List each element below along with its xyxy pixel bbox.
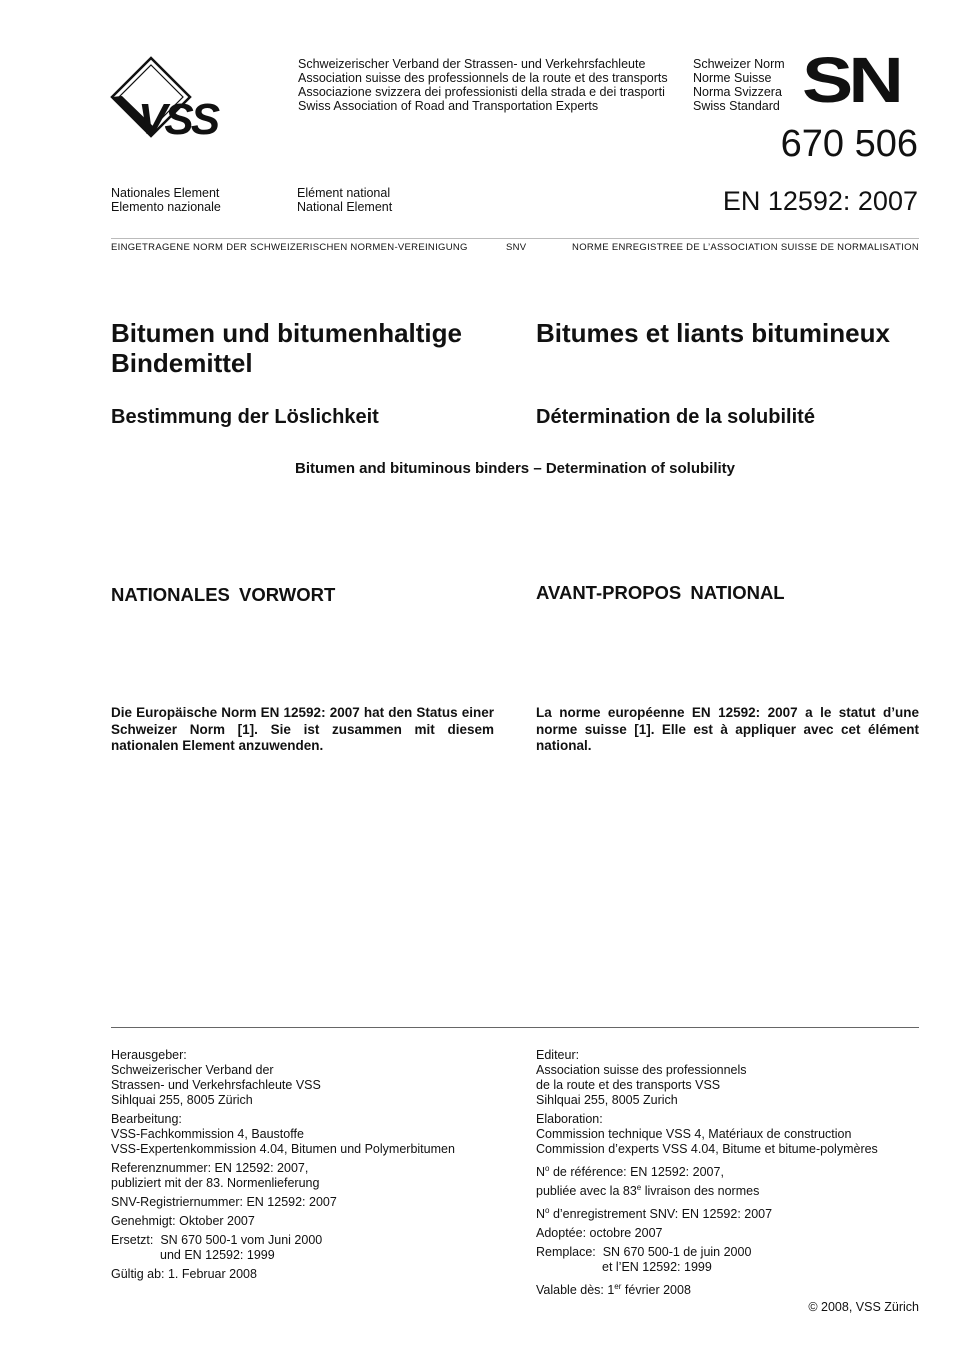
title-de: Bitumen und bitumenhaltige Bindemittel — [111, 318, 462, 378]
reference-line — [536, 1180, 936, 1199]
approved-fr: Adoptée: octobre 2007 — [536, 1226, 663, 1241]
ref-line2-superscript: e — [636, 1183, 642, 1193]
subtitle-fr: Détermination de la solubilité — [536, 406, 815, 428]
org-line-de: Schweizerischer Verband der Strassen- und Verkehrsfachleute — [298, 57, 646, 71]
org-line-it: Associazione svizzera dei professionisti della strada e dei trasporti — [298, 85, 665, 99]
publisher-line: Schweizerischer Verband der — [111, 1063, 274, 1077]
en-number: EN 12592: 2007 — [722, 186, 918, 216]
sn-logo: SN — [802, 44, 900, 116]
title-en: Bitumen and bituminous binders – Determination of solubility — [294, 460, 736, 477]
national-element-it: Elemento nazionale — [111, 200, 221, 214]
ref-line2-rest: livraison des normes — [641, 1184, 760, 1199]
reference-line — [536, 1161, 936, 1180]
organization-names — [298, 57, 668, 113]
foreword-heading-fr: AVANT-PROPOS NATIONAL — [536, 582, 785, 603]
ref-rest: de référence: EN 12592: 2007, — [549, 1165, 724, 1180]
standard-type — [693, 57, 785, 113]
footer-de — [111, 1048, 521, 1286]
editing-line: VSS-Expertenkommission 4.04, Bitumen und Polymerbitumen — [111, 1142, 455, 1156]
publisher-label-fr: Editeur: — [536, 1048, 580, 1062]
editing-line: VSS-Fachkommission 4, Baustoffe — [111, 1127, 304, 1141]
valid-rest: février 2008 — [621, 1283, 691, 1298]
publisher-line: de la route et des transports VSS — [536, 1078, 721, 1092]
publisher-address: Sihlquai 255, 8005 Zurich — [536, 1093, 678, 1107]
valid-prefix: Valable dès: 1 — [536, 1283, 615, 1298]
editing-line: Commission technique VSS 4, Matériaux de construction — [536, 1127, 852, 1141]
publisher-address: Sihlquai 255, 8005 Zürich — [111, 1093, 253, 1107]
national-element-fr: Elément national — [297, 186, 391, 200]
snv-superscript: o — [545, 1206, 550, 1216]
editing-de — [111, 1112, 521, 1157]
registry-left: EINGETRAGENE NORM DER SCHWEIZERISCHEN NORMEN-VEREINIGUNG — [111, 242, 468, 253]
replaces-de — [111, 1233, 521, 1263]
footer-divider — [111, 1027, 919, 1028]
editing-fr — [536, 1112, 936, 1157]
editing-label-fr: Elaboration: — [536, 1112, 603, 1126]
standard-line-it: Norma Svizzera — [693, 85, 782, 99]
foreword-text-fr: La norme européenne EN 12592: 2007 a le statut d’une norme suisse [1]. Elle est à appliquer avec cet élément national. — [536, 705, 919, 753]
reference-line: publiziert mit der 83. Normenlieferung — [111, 1176, 320, 1190]
title-fr: Bitumes et liants bitumineux — [536, 318, 890, 348]
publisher-label-de: Herausgeber: — [111, 1048, 187, 1062]
replaces-fr — [536, 1245, 936, 1275]
standard-line-en: Swiss Standard — [693, 99, 780, 113]
editing-label-de: Bearbeitung: — [111, 1112, 182, 1126]
reference-de — [111, 1161, 521, 1191]
valid-from-fr — [536, 1279, 936, 1298]
ref-line2-prefix: publiée avec la 83 — [536, 1184, 637, 1199]
vss-logo-text: VSS — [138, 95, 218, 140]
ref-superscript: o — [545, 1164, 550, 1173]
copyright: © 2008, VSS Zürich — [808, 1300, 919, 1314]
standard-line-fr: Norme Suisse — [693, 71, 772, 85]
publisher-de — [111, 1048, 521, 1108]
replaces-line: und EN 12592: 1999 — [160, 1248, 275, 1262]
registry-mid: SNV — [506, 242, 527, 253]
replaces-line: et l’EN 12592: 1999 — [602, 1260, 712, 1275]
subtitle-de: Bestimmung der Löslichkeit — [111, 406, 379, 428]
national-element-de: Nationales Element — [111, 186, 220, 200]
snv-rest: d’enregistrement SNV: EN 12592: 2007 — [549, 1207, 773, 1222]
national-element-de-it — [111, 186, 221, 214]
org-line-fr: Association suisse des professionnels de la route et des transports — [298, 71, 668, 85]
editing-line: Commission d’experts VSS 4.04, Bitume et bitume-polymères — [536, 1142, 878, 1156]
foreword-text-de: Die Europäische Norm EN 12592: 2007 hat den Status einer Schweizer Norm [1]. Sie ist zusammen mit diesem nationalen Element anzuwenden. — [111, 705, 494, 753]
national-element-en: National Element — [297, 200, 393, 214]
snv-number-fr — [536, 1203, 936, 1222]
replaces-line: Remplace: SN 670 500-1 de juin 2000 — [536, 1245, 752, 1260]
snv-number-de: SNV-Registriernummer: EN 12592: 2007 — [111, 1195, 337, 1209]
replaces-line: Ersetzt: SN 670 500-1 vom Juni 2000 — [111, 1233, 323, 1247]
footer-fr — [536, 1048, 936, 1303]
registry-right: NORME ENREGISTREE DE L’ASSOCIATION SUISSE DE NORMALISATION — [572, 242, 919, 253]
valid-superscript: er — [614, 1282, 622, 1292]
norm-number: 670 506 — [780, 123, 918, 165]
org-line-en: Swiss Association of Road and Transportation Experts — [298, 99, 599, 113]
valid-from-de: Gültig ab: 1. Februar 2008 — [111, 1267, 257, 1281]
publisher-line: Association suisse des professionnels — [536, 1063, 747, 1077]
foreword-heading-de: NATIONALES VORWORT — [111, 584, 336, 605]
standard-line-de: Schweizer Norm — [693, 57, 785, 71]
reference-line: Referenznummer: EN 12592: 2007, — [111, 1161, 309, 1175]
national-element-fr-en — [297, 186, 392, 214]
snv-prefix: N — [536, 1207, 546, 1222]
registry-divider — [111, 238, 919, 239]
reference-fr — [536, 1161, 936, 1199]
publisher-fr — [536, 1048, 936, 1108]
vss-logo — [110, 56, 292, 140]
ref-prefix: N — [536, 1165, 546, 1180]
approved-de: Genehmigt: Oktober 2007 — [111, 1214, 255, 1228]
publisher-line: Strassen- und Verkehrsfachleute VSS — [111, 1078, 321, 1092]
